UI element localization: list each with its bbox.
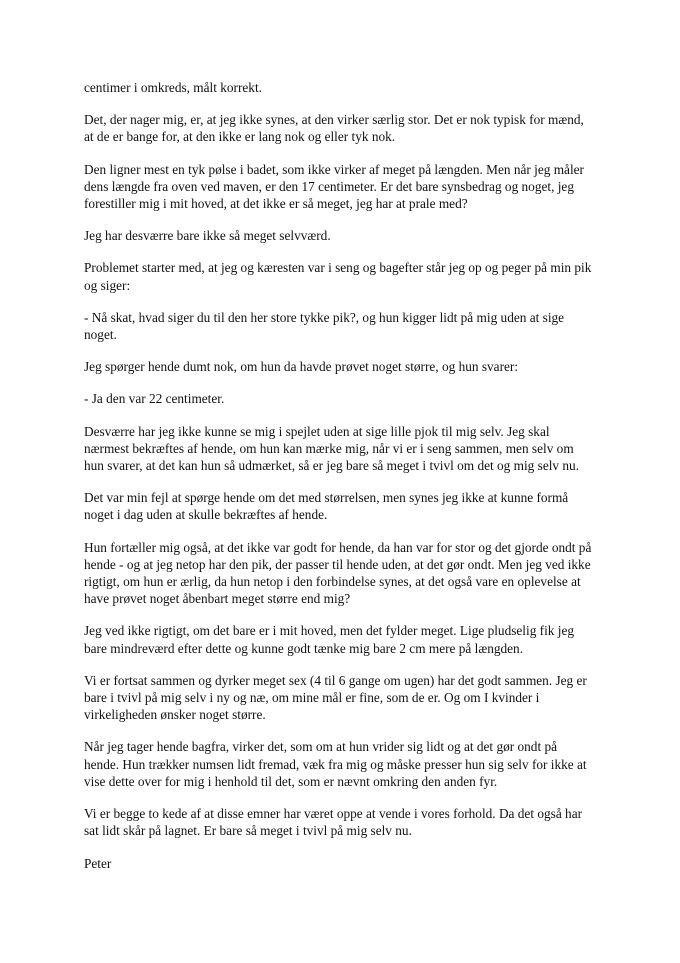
text-line: hun svarer, at det kan hun så udmærket, så er jeg bare så meget i tvivl om det og mig selv nu. [84,458,580,474]
paragraph [84,259,604,293]
paragraph [84,309,604,343]
text-line: Den ligner mest en tyk pølse i badet, som ikke virker af meget på længden. Men når jeg måler [84,161,584,177]
text-line: noget i dag uden at skulle bekræftes af hende. [84,507,328,523]
text-line: og siger: [84,277,131,293]
letter-body [84,79,604,887]
paragraph [84,622,604,656]
paragraph [84,161,604,213]
text-line: Hun fortæller mig også, at det ikke var godt for hende, da han var for stor og det gjorde ondt på [84,539,592,555]
text-line: nærmest bekræftes af hende, om hun kan mærke mig, når vi er i seng sammen, men selv om [84,440,574,456]
text-line: centimer i omkreds, målt korrekt. [84,80,262,95]
text-line: at de er bange for, at den ikke er lang nok og eller tyk nok. [84,129,396,145]
paragraph [84,539,604,608]
text-line: bare mindreværd efter dette og kunne godt tænke mig bare 2 cm mere på længden. [84,640,524,656]
text-line: - Ja den var 22 centimeter. [84,391,225,407]
text-line: Vi er begge to kede af at disse emner har været oppe at vende i vores forhold. Da det også har [84,806,583,822]
paragraph [84,358,604,375]
paragraph [84,489,604,523]
text-line: noget. [84,327,117,343]
text-line: Det var min fejl at spørge hende om det med størrelsen, men synes jeg ikke at kunne formå [84,490,569,506]
text-line: Jeg spørger hende dumt nok, om hun da havde prøvet noget større, og hun svarer: [84,359,519,375]
text-line: Peter [84,855,112,871]
paragraph [84,390,604,407]
paragraph [84,227,604,244]
paragraph [84,111,604,145]
text-line: rigtigt, om hun er ærlig, da hun netop i den forbindelse synes, at det også vare en oplevelse at [84,574,581,590]
paragraph [84,79,604,96]
text-line: hende - og at jeg netop har den pik, der passer til hende uden, at det gør ondt. Men jeg ved ikke [84,556,591,572]
text-line: Desværre har jeg ikke kunne se mig i spejlet uden at sige lille pjok til mig selv. Jeg skal [84,423,550,439]
signature [84,855,604,872]
text-line: Når jeg tager hende bagfra, virker det, som om at hun vrider sig lidt og at det gør ondt på [84,739,558,755]
paragraph [84,738,604,790]
paragraph [84,423,604,475]
text-line: dens længde fra oven ved maven, er den 17 centimeter. Er det bare synsbedrag og noget, jeg [84,178,574,194]
text-line: Det, der nager mig, er, at jeg ikke synes, at den virker særlig stor. Det er nok typisk for mænd, [84,112,584,128]
text-line: have prøvet noget åbenbart meget større end mig? [84,591,351,607]
text-line: bare i tvivl på mig selv i ny og næ, om mine mål er fine, som de er. Og om I kvinder i [84,690,540,706]
text-line: forestiller mig i mit hoved, at det ikke er så meget, jeg har at prale med? [84,196,468,212]
text-line: Jeg har desværre bare ikke så meget selvværd. [84,228,331,244]
text-line: sat lidt skår på lagnet. Er bare så meget i tvivl på mig selv nu. [84,823,412,839]
text-line: Vi er fortsat sammen og dyrker meget sex (4 til 6 gange om ugen) har det godt sammen. Jeg er [84,672,587,688]
paragraph [84,672,604,724]
paragraph [84,805,604,839]
text-line: vise dette over for mig i henhold til det, som er nævnt omkring den anden fyr. [84,773,498,789]
text-line: Problemet starter med, at jeg og kæresten var i seng og bagefter står jeg op og peger på min pik [84,260,592,276]
text-line: hende. Hun trækker numsen lidt fremad, væk fra mig og måske presser hun sig selv for ikke at [84,756,587,772]
text-line: - Nå skat, hvad siger du til den her store tykke pik?, og hun kigger lidt på mig uden at sige [84,309,565,325]
text-line: virkeligheden ønsker noget større. [84,707,266,723]
text-line: Jeg ved ikke rigtigt, om det bare er i mit hoved, men det fylder meget. Lige pludselig fik jeg [84,623,575,639]
